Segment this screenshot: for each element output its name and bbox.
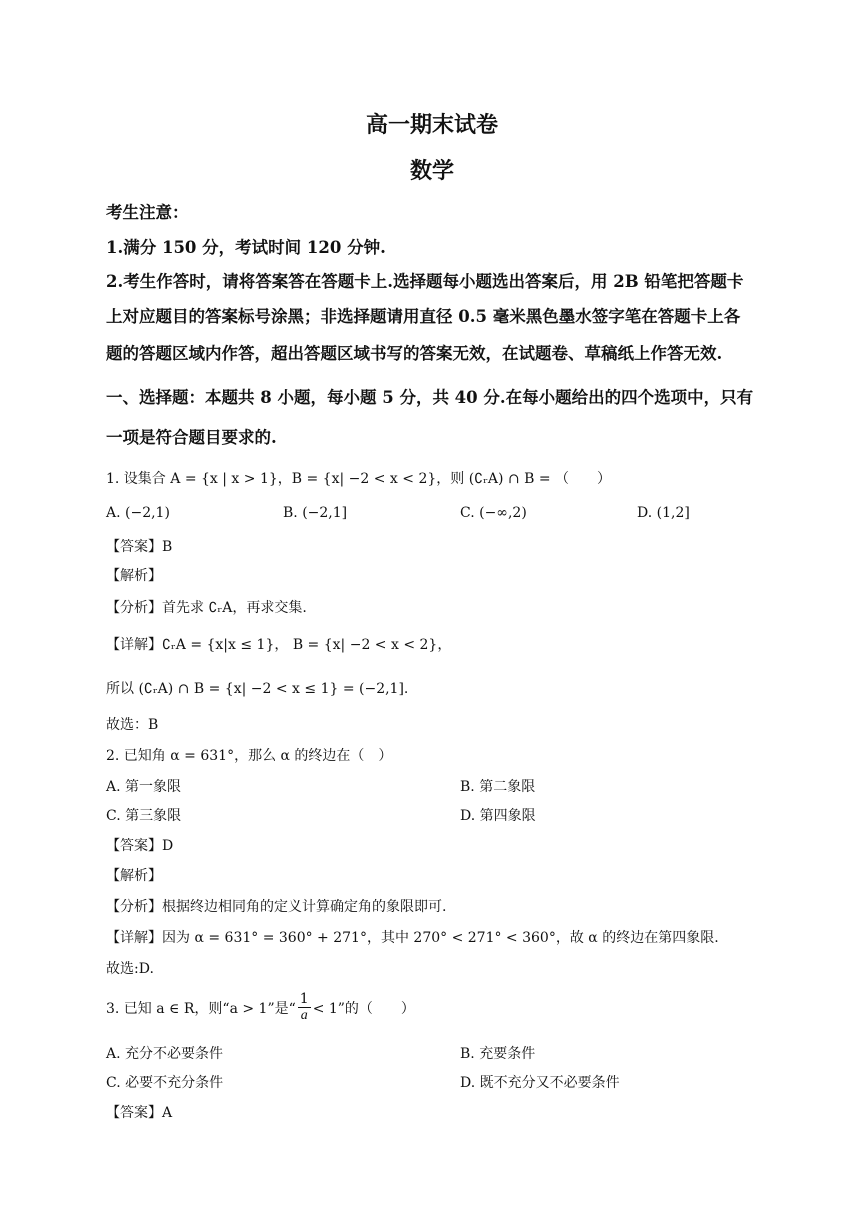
question-1-option-b: B. (−2,1] [283,505,348,521]
question-1-fenxi: 【分析】首先求 ∁ᵣA，再求交集. [106,600,307,616]
notice-line-2a: 2.考生作答时，请将答案答在答题卡上.选择题每小题选出答案后，用 2B 铅笔把答题卡 [106,272,744,291]
question-3-option-b: B. 充要条件 [460,1046,536,1062]
question-2-option-c: C. 第三象限 [106,808,182,824]
question-1-option-a: A. (−2,1) [106,505,170,521]
question-2-analysis-label: 【解析】 [106,868,162,884]
fraction-numerator: 1 [299,991,309,1007]
question-1-stem: 1. 设集合 A = {x | x > 1}，B = {x| −2 < x < 2}，则 (∁ᵣA) ∩ B = （ ） [106,471,612,487]
fraction-denominator: a [300,1008,308,1023]
section-heading-line-1: 一、选择题：本题共 8 小题，每小题 5 分，共 40 分.在每小题给出的四个选项中，只有 [106,388,754,407]
question-3-option-d: D. 既不充分又不必要条件 [460,1075,620,1091]
question-1-xiangjie-2: 所以 (∁ᵣA) ∩ B = {x| −2 < x ≤ 1} = (−2,1]. [106,681,409,697]
question-1-choice: 故选：B [106,717,159,733]
question-2-xiangjie: 【详解】因为 α = 631° = 360° + 271°，其中 270° < 271° < 360°，故 α 的终边在第四象限. [106,930,719,946]
question-2-answer: 【答案】D [106,838,174,854]
question-2-choice: 故选:D. [106,961,154,977]
question-3-fraction [298,992,311,1023]
exam-title: 高一期末试卷 [366,112,499,138]
question-3-option-c: C. 必要不充分条件 [106,1075,224,1091]
question-3-answer: 【答案】A [106,1105,173,1121]
question-2-option-d: D. 第四象限 [460,808,536,824]
question-3-stem-pre: 3. 已知 a ∈ R，则“a > 1”是“ [106,1000,296,1017]
question-1-analysis-label: 【解析】 [106,568,162,584]
question-1-option-c: C. (−∞,2) [460,505,527,521]
question-1-option-d: D. (1,2] [637,505,690,521]
notice-line-1: 1.满分 150 分，考试时间 120 分钟. [106,238,386,257]
notice-line-2c: 题的答题区域内作答，超出答题区域书写的答案无效，在试题卷、草稿纸上作答无效. [106,344,723,363]
notice-line-2b: 上对应题目的答案标号涂黑；非选择题请用直径 0.5 毫米黑色墨水签字笔在答题卡上各 [106,307,741,326]
question-1-answer: 【答案】B [106,539,173,555]
notice-heading: 考生注意： [106,203,189,222]
question-2-option-b: B. 第二象限 [460,779,536,795]
exam-subject: 数学 [410,158,455,184]
question-2-stem: 2. 已知角 α = 631°，那么 α 的终边在（ ） [106,748,393,764]
question-3-stem [106,992,415,1023]
question-2-option-a: A. 第一象限 [106,779,182,795]
question-3-option-a: A. 充分不必要条件 [106,1046,224,1062]
question-2-fenxi: 【分析】根据终边相同角的定义计算确定角的象限即可. [106,899,447,915]
question-1-xiangjie: 【详解】∁ᵣA = {x|x ≤ 1}， B = {x| −2 < x < 2}， [106,637,452,653]
section-heading-line-2: 一项是符合题目要求的. [106,428,277,447]
question-3-stem-post: < 1”的（ ） [312,1000,415,1017]
